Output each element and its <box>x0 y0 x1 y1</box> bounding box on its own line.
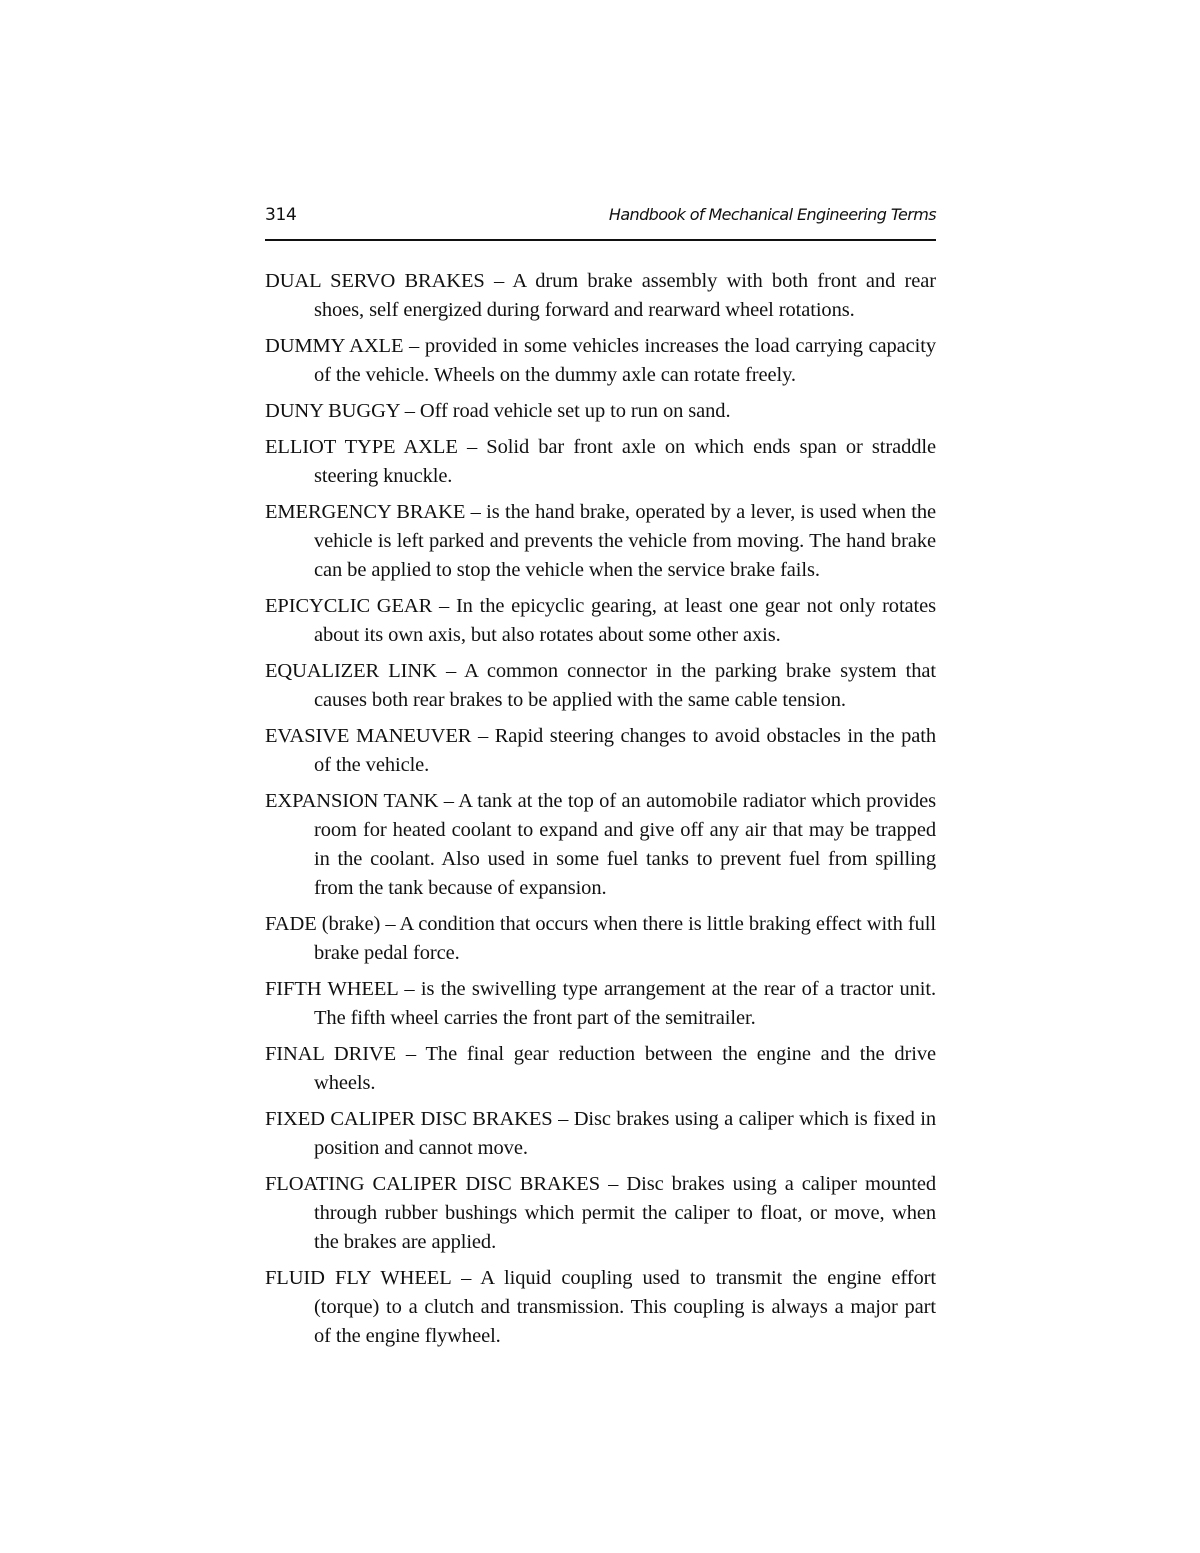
glossary-entries <box>265 267 936 1351</box>
glossary-entry: EVASIVE MANEUVER – Rapid steering changes to avoid obstacles in the path of the vehicle. <box>265 725 936 776</box>
entry-definition: The final gear reduction between the engine and the drive wheels. <box>314 1043 936 1094</box>
entry-definition: A condition that occurs when there is little braking effect with full brake pedal force. <box>314 913 936 964</box>
glossary-entry: EQUALIZER LINK – A common connector in the parking brake system that causes both rear brakes to be applied with the same cable tension. <box>265 660 936 711</box>
glossary-entry: ELLIOT TYPE AXLE – Solid bar front axle on which ends span or straddle steering knuckle. <box>265 436 937 487</box>
entry-definition: Off road vehicle set up to run on sand. <box>419 400 731 422</box>
page-number: 314 <box>265 205 297 225</box>
entry-definition: Solid bar front axle on which ends span or straddle steering knuckle. <box>314 436 937 487</box>
entry-term: FLUID FLY WHEEL <box>265 1267 451 1289</box>
glossary-entry: EMERGENCY BRAKE – is the hand brake, operated by a lever, is used when the vehicle is left parked and prevents the vehicle from moving. The hand brake can be applied to stop the vehicle when the service brake fails. <box>265 501 937 581</box>
glossary-entry: DUMMY AXLE – provided in some vehicles increases the load carrying capacity of the vehicle. Wheels on the dummy axle can rotate freely. <box>265 335 936 386</box>
entry-term: FIXED CALIPER DISC BRAKES <box>265 1108 553 1130</box>
entry-definition: A common connector in the parking brake system that causes both rear brakes to be applied with the same cable tension. <box>314 660 936 711</box>
entry-definition: is the hand brake, operated by a lever, is used when the vehicle is left parked and prevents the vehicle from moving. The hand brake can be applied to stop the vehicle when the service brake fails. <box>314 501 937 581</box>
entry-definition: Disc brakes using a caliper mounted through rubber bushings which permit the caliper to float, or move, when the brakes are applied. <box>314 1173 936 1253</box>
glossary-entry: EXPANSION TANK – A tank at the top of an automobile radiator which provides room for heated coolant to expand and give off any air that may be trapped in the coolant. Also used in some fuel tanks to prevent fuel from spilling from the tank because of expansion. <box>265 790 936 899</box>
book-title: Handbook of Mechanical Engineering Terms <box>608 205 936 224</box>
book-page <box>265 205 936 1358</box>
entry-term: DUMMY AXLE <box>265 335 404 357</box>
header-rule <box>265 239 936 241</box>
glossary-entry: EPICYCLIC GEAR – In the epicyclic gearing, at least one gear not only rotates about its own axis, but also rotates about some other axis. <box>265 595 937 646</box>
entry-definition: A tank at the top of an automobile radiator which provides room for heated coolant to expand and give off any air that may be trapped in the coolant. Also used in some fuel tanks to prevent fuel from spilling from the tank because of expansion. <box>314 790 936 899</box>
glossary-entry: DUNY BUGGY – Off road vehicle set up to run on sand. <box>265 400 731 422</box>
entry-definition: A drum brake assembly with both front and rear shoes, self energized during forward and rearward wheel rotations. <box>314 270 936 321</box>
glossary-entry: FIFTH WHEEL – is the swivelling type arrangement at the rear of a tractor unit. The fifth wheel carries the front part of the semitrailer. <box>265 978 936 1029</box>
entry-definition: A liquid coupling used to transmit the engine effort (torque) to a clutch and transmission. This coupling is always a major part of the engine flywheel. <box>314 1267 936 1347</box>
entry-term: EPICYCLIC GEAR <box>265 595 433 617</box>
entry-term: EQUALIZER LINK <box>265 660 437 682</box>
entry-term: EMERGENCY BRAKE <box>265 501 466 523</box>
entry-term: FINAL DRIVE <box>265 1043 397 1065</box>
entry-term: FIFTH WHEEL <box>265 978 398 1000</box>
entry-term: ELLIOT TYPE AXLE <box>265 436 458 458</box>
glossary-entry: DUAL SERVO BRAKES – A drum brake assembly with both front and rear shoes, self energized during forward and rearward wheel rotations. <box>265 270 936 321</box>
entry-definition: provided in some vehicles increases the load carrying capacity of the vehicle. Wheels on the dummy axle can rotate freely. <box>314 335 936 386</box>
entry-definition: Disc brakes using a caliper which is fixed in position and cannot move. <box>314 1108 936 1159</box>
entry-term: FLOATING CALIPER DISC BRAKES <box>265 1173 601 1195</box>
glossary-entry: FINAL DRIVE – The final gear reduction between the engine and the drive wheels. <box>265 1043 936 1094</box>
entry-definition: is the swivelling type arrangement at the rear of a tractor unit. The fifth wheel carries the front part of the semitrailer. <box>314 978 936 1029</box>
entry-term: FADE (brake) <box>265 913 381 935</box>
glossary-entry: FLOATING CALIPER DISC BRAKES – Disc brakes using a caliper mounted through rubber bushings which permit the caliper to float, or move, when the brakes are applied. <box>265 1173 936 1253</box>
entry-term: EVASIVE MANEUVER <box>265 725 472 747</box>
glossary-entry: FIXED CALIPER DISC BRAKES – Disc brakes using a caliper which is fixed in position and cannot move. <box>265 1108 936 1159</box>
entry-term: DUAL SERVO BRAKES <box>265 270 485 292</box>
entry-definition: Rapid steering changes to avoid obstacles in the path of the vehicle. <box>314 725 936 776</box>
entry-definition: In the epicyclic gearing, at least one gear not only rotates about its own axis, but also rotates about some other axis. <box>314 595 937 646</box>
glossary-entry: FLUID FLY WHEEL – A liquid coupling used to transmit the engine effort (torque) to a clutch and transmission. This coupling is always a major part of the engine flywheel. <box>265 1267 936 1347</box>
entry-term: DUNY BUGGY <box>265 400 400 422</box>
entry-term: EXPANSION TANK <box>265 790 439 812</box>
running-head <box>265 205 936 237</box>
glossary-entry: FADE (brake) – A condition that occurs when there is little braking effect with full brake pedal force. <box>265 913 936 964</box>
